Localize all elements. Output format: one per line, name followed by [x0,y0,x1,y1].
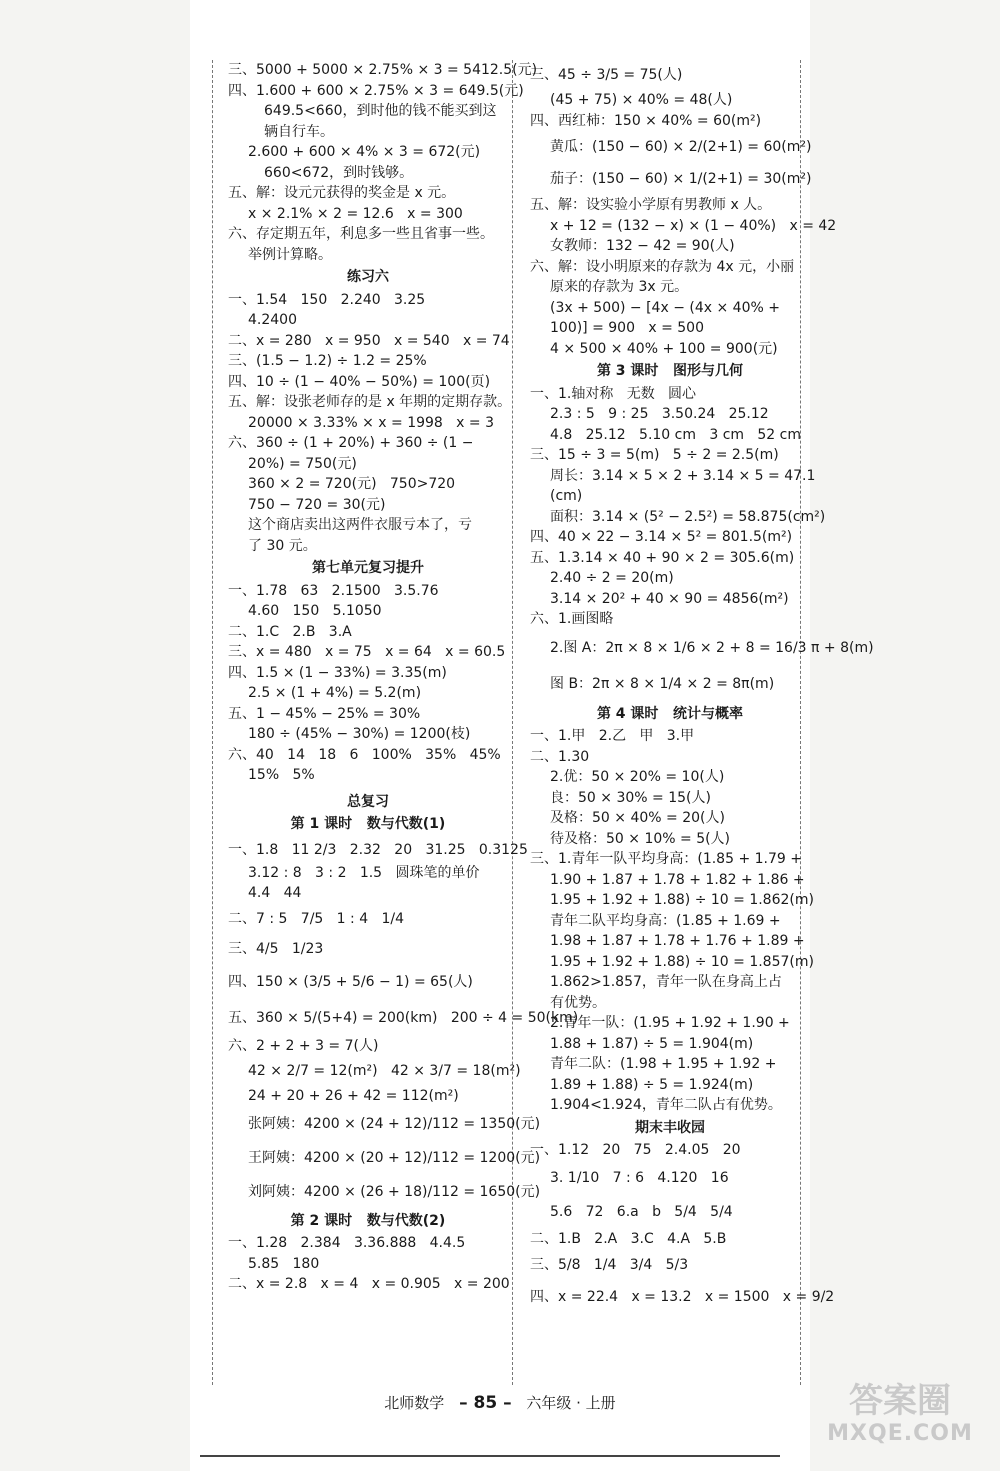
answer-line: 原来的存款为 3x 元。 [550,279,689,295]
answer-line: 六、360 ÷ (1 + 20%) + 360 ÷ (1 − [228,435,474,451]
answer-line: 六、40 14 18 6 100% 35% 45% [228,746,501,763]
answer-line: 3.12 : 8 3 : 2 1.5 圆珠笔的单价 [248,864,480,881]
page-number: – 85 – [459,1393,512,1413]
answer-line: 4.60 150 5.1050 [248,603,382,619]
answer-line: 五、解：设张老师存的是 x 年期的定期存款。 [228,394,512,410]
answer-line: 刘阿姨：4200 × (26 + 18)/112 = 1650(元) [248,1183,541,1200]
answer-line: 二、7 : 5 7/5 1 : 4 1/4 [228,910,404,927]
answer-line: 五、1 − 45% − 25% = 30% [228,705,421,722]
answer-line: 青年二队：(1.98 + 1.95 + 1.92 + [550,1056,777,1072]
answer-line: 750 − 720 = 30(元) [248,496,386,513]
answer-line: 五、1.3.14 × 40 + 90 × 2 = 305.6(m) [530,549,795,566]
answer-line: 4 × 500 × 40% + 100 = 900(元) [550,340,778,357]
answer-line: 三、5000 + 5000 × 2.75% × 3 = 5412.5(元) [228,62,538,78]
answer-line: 1.862>1.857，青年一队在身高上占 [550,974,782,990]
answer-line: x × 2.1% × 2 = 12.6 x = 300 [248,205,463,222]
answer-line: 六、存定期五年，利息多一些且省事一些。 [228,226,494,242]
answer-line: 2.图 A：2π × 8 × 1/6 × 2 + 8 = 16/3 π + 8(m) [550,639,874,656]
footer-grade: 六年级 · 上册 [526,1394,616,1412]
answer-line: 五、解：设元元获得的奖金是 x 元。 [228,185,456,201]
answer-line: 三、4/5 1/23 [228,940,324,957]
answer-line: 二、x = 280 x = 950 x = 540 x = 74 [228,332,510,349]
answer-line: 1.95 + 1.92 + 1.88) ÷ 10 = 1.857(m) [550,953,814,970]
answer-line: 1.90 + 1.87 + 1.78 + 1.82 + 1.86 + [550,871,805,888]
answer-line: 图 B：2π × 8 × 1/4 × 2 = 8π(m) [550,675,775,692]
answer-line: 四、10 ÷ (1 − 40% − 50%) = 100(页) [228,373,491,390]
answer-line: 3.14 × 20² + 40 × 90 = 4856(m²) [550,590,789,607]
answer-line: 三、5/8 1/4 3/4 5/3 [530,1257,689,1273]
answer-line: 六、1.画图略 [530,611,614,627]
answer-line: 649.5<660，到时他的钱不能买到这 [264,103,497,119]
answer-line: 2.40 ÷ 2 = 20(m) [550,570,674,586]
answer-line: 2.优：50 × 20% = 10(人) [550,769,725,785]
answer-line: 一、1.8 11 2/3 2.32 20 31.25 0.3125 [228,841,528,858]
answer-line: 二、1.C 2.B 3.A [228,623,352,640]
answer-line: 24 + 20 + 26 + 42 = 112(m²) [248,1088,459,1104]
answer-line: 一、1.78 63 2.1500 3.5.76 [228,582,439,599]
answer-line: (45 + 75) × 40% = 48(人) [550,92,733,108]
answer-line: 15% 5% [248,767,315,783]
answer-line: 1.98 + 1.87 + 1.78 + 1.76 + 1.89 + [550,933,805,949]
answer-line: 一、1.12 20 75 2.4.05 20 [530,1142,741,1158]
footer-subject: 北师数学 [384,1394,445,1412]
answer-line: 面积：3.14 × (5² − 2.5²) = 58.875(cm²) [550,508,826,525]
answer-line: 100)] = 900 x = 500 [550,320,704,336]
answer-line: 良：50 × 30% = 15(人) [550,789,711,806]
answer-line: 四、x = 22.4 x = 13.2 x = 1500 x = 9/2 [530,1289,835,1305]
section-title: 总复习 [347,793,389,810]
answer-line: 五、360 × 5/(5+4) = 200(km) 200 ÷ 4 = 50(km) [228,1009,579,1026]
answer-line: 周长：3.14 × 5 × 2 + 3.14 × 5 = 47.1 [550,467,816,484]
answer-line: 42 × 2/7 = 12(m²) 42 × 3/7 = 18(m²) [248,1063,521,1079]
answer-line: 20000 × 3.33% × x = 1998 x = 3 [248,414,494,431]
answer-line: 了 30 元。 [248,537,317,554]
answer-line: 360 × 2 = 720(元) 750>720 [248,476,456,492]
answer-line: 一、1.甲 2.乙 甲 3.甲 [530,728,695,744]
section-title: 期末丰收园 [635,1119,705,1136]
answer-line: 及格：50 × 40% = 20(人) [550,810,725,826]
answer-line: 2.600 + 600 × 4% × 3 = 672(元) [248,144,481,160]
answer-line: 一、1.轴对称 无数 圆心 [530,385,697,402]
answer-line: 2.青年一队：(1.95 + 1.92 + 1.90 + [550,1015,790,1031]
right-column [530,60,874,1313]
answer-line: 六、解：设小明原来的存款为 4x 元，小丽 [530,258,795,275]
answer-line: 二、1.B 2.A 3.C 4.A 5.B [530,1230,727,1247]
answer-line: 三、(1.5 − 1.2) ÷ 1.2 = 25% [228,353,427,369]
section-title: 第七单元复习提升 [312,560,424,576]
answer-line: 黄瓜：(150 − 60) × 2/(2+1) = 60(m²) [550,139,812,155]
answer-line: 180 ÷ (45% − 30%) = 1200(枝) [248,726,471,742]
answer-line: 待及格：50 × 10% = 5(人) [550,830,731,847]
answer-line: 5.6 72 6.a b 5/4 5/4 [550,1203,733,1220]
answer-line: 660<672，到时钱够。 [264,164,414,181]
answer-line: 5.85 180 [248,1255,320,1272]
answer-line: 王阿姨：4200 × (20 + 12)/112 = 1200(元) [248,1149,541,1166]
answer-line: 五、解：设实验小学原有男教师 x 人。 [530,197,772,213]
answer-line: (cm) [550,488,583,504]
answer-line: 20%) = 750(元) [248,455,357,472]
answer-line: 二、x = 2.8 x = 4 x = 0.905 x = 200 [228,1276,510,1292]
answer-line: 四、1.600 + 600 × 2.75% × 3 = 649.5(元) [228,82,524,99]
answer-line: 女教师：132 − 42 = 90(人) [550,238,735,254]
answer-line: x + 12 = (132 − x) × (1 − 40%) x = 42 [550,217,837,234]
answer-line: 辆自行车。 [264,123,334,140]
answer-line: 茄子：(150 − 60) × 1/(2+1) = 30(m²) [550,171,812,187]
answer-line: 3. 1/10 7 : 6 4.120 16 [550,1169,729,1186]
answer-line: 4.2400 [248,312,297,328]
answer-line: 四、40 × 22 − 3.14 × 5² = 801.5(m²) [530,529,793,545]
answer-line: 四、1.5 × (1 − 33%) = 3.35(m) [228,664,447,681]
answer-line: 1.95 + 1.92 + 1.88) ÷ 10 = 1.862(m) [550,892,814,908]
answer-line: 4.8 25.12 5.10 cm 3 cm 52 cm [550,426,801,443]
answer-line: 青年二队平均身高：(1.85 + 1.69 + [550,912,781,929]
answer-line: (3x + 500) − [4x − (4x × 40% + [550,299,780,316]
answer-line: 四、西红柿：150 × 40% = 60(m²) [530,112,762,129]
bottom-rule [200,1455,780,1457]
section-title: 第 3 课时 图形与几何 [596,363,744,379]
answer-line: 三、15 ÷ 3 = 5(m) 5 ÷ 2 = 2.5(m) [530,447,779,463]
answer-line: 六、2 + 2 + 3 = 7(人) [228,1037,379,1054]
watermark-url: MXQE.COM [827,1421,973,1446]
answer-line: 一、1.28 2.384 3.36.888 4.4.5 [228,1235,466,1251]
watermark-text: 答案圈 [849,1381,951,1421]
answer-line: 三、45 ÷ 3/5 = 75(人) [530,67,683,83]
left-margin-line [212,60,213,1385]
answer-line: 4.4 44 [248,885,302,901]
answer-line: 1.89 + 1.88) ÷ 5 = 1.924(m) [550,1076,754,1093]
answer-line: 2.5 × (1 + 4%) = 5.2(m) [248,685,422,701]
section-title: 第 4 课时 统计与概率 [596,705,744,722]
answer-line: 三、1.青年一队平均身高：(1.85 + 1.79 + [530,851,802,867]
section-title: 练习六 [347,269,389,285]
section-title: 第 2 课时 数与代数(2) [290,1212,446,1229]
answer-line: 有优势。 [550,994,606,1011]
answer-line: 1.904<1.924，青年二队占有优势。 [550,1097,782,1113]
answer-line: 二、1.30 [530,748,590,765]
answer-line: 一、1.54 150 2.240 3.25 [228,291,426,308]
answer-line: 1.88 + 1.87) ÷ 5 = 1.904(m) [550,1035,754,1052]
watermark-logo [820,1381,980,1461]
section-subtitle: 第 1 课时 数与代数(1) [290,816,446,832]
answer-line: 三、x = 480 x = 75 x = 64 x = 60.5 [228,644,506,660]
answer-line: 2.3 : 5 9 : 25 3.50.24 25.12 [550,406,769,422]
answer-line: 四、150 × (3/5 + 5/6 − 1) = 65(人) [228,973,473,990]
answer-line: 这个商店卖出这两件衣服亏本了，亏 [248,517,472,533]
answer-line: 举例计算略。 [248,246,332,263]
answer-line: 张阿姨：4200 × (24 + 12)/112 = 1350(元) [248,1115,541,1132]
